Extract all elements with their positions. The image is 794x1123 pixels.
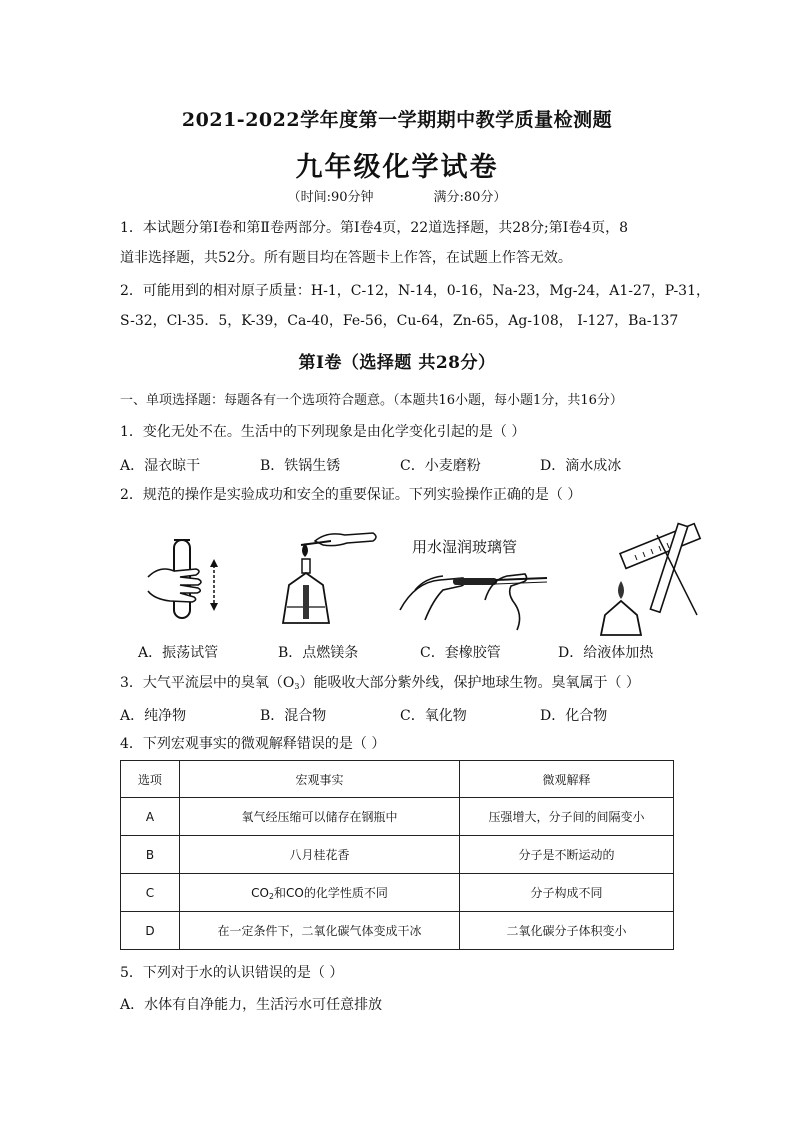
q5-option-a: A．水体有自净能力，生活污水可任意排放 (120, 997, 383, 1013)
q3-stem-sub: 3 (294, 682, 300, 691)
heating-liquid-figure (595, 515, 710, 640)
row-explain: 分子构成不同 (460, 874, 674, 912)
instruction-line-1: 1．本试题分第Ⅰ卷和第Ⅱ卷两部分。第Ⅰ卷4页，22道选择题，共28分;第Ⅰ卷4页，8 (120, 220, 629, 236)
exam-title: 2021-2022学年度第一学期期中教学质量检测题 (181, 109, 613, 131)
instruction-line-4: S-32，Cl-35．5，K-39，Ca-40，Fe-56，Cu-64，Zn-65，Ag-108， I-127，Ba-137 (120, 313, 679, 329)
part-heading: 一、单项选择题：每题各有一个选项符合题意。（本题共16小题，每小题1分，共16分） (120, 393, 623, 408)
q3-option-d: D．化合物 (540, 708, 608, 724)
figure-c-note: 用水湿润玻璃管 (412, 538, 518, 556)
row-fact-sub: 2 (268, 892, 275, 901)
q1-option-c: C．小麦磨粉 (400, 458, 481, 474)
section-title: 第Ⅰ卷（选择题 共28分） (298, 353, 496, 373)
exam-time: （时间:90分钟 (287, 190, 374, 205)
q3-stem-post: ）能吸收大部分紫外线，保护地球生物。臭氧属于（ ） (299, 675, 640, 691)
row-fact: 在一定条件下，二氧化碳气体变成干冰 (179, 912, 459, 950)
row-option: C (121, 874, 180, 912)
row-fact: 氧气经压缩可以储存在钢瓶中 (179, 798, 459, 836)
question-5-stem: 5．下列对于水的认识错误的是（ ） (120, 965, 344, 981)
q2-option-c: C．套橡胶管 (420, 645, 501, 661)
row-fact-post: 和CO的化学性质不同 (274, 886, 388, 900)
q1-option-a: A．湿衣晾干 (120, 458, 201, 474)
table-row (121, 874, 674, 912)
q2-option-b: B．点燃镁条 (278, 645, 359, 661)
table-row (121, 912, 674, 950)
table-header-explain: 微观解释 (460, 761, 674, 798)
exam-meta (0, 186, 794, 205)
row-option: D (121, 912, 180, 950)
row-explain: 分子是不断运动的 (460, 836, 674, 874)
instruction-line-3: 2．可能用到的相对原子质量：H-1，C-12，N-14，0-16，Na-23，Mg-24，A1-27，P-31， (120, 283, 711, 299)
table-header-row (121, 761, 674, 798)
exam-score: 满分:80分） (433, 190, 507, 205)
q3-option-a: A．纯净物 (120, 708, 187, 724)
row-fact (179, 874, 459, 912)
q3-option-b: B．混合物 (260, 708, 327, 724)
question-4-stem: 4．下列宏观事实的微观解释错误的是（ ） (120, 736, 386, 752)
question-1-stem: 1．变化无处不在。生活中的下列现象是由化学变化引起的是（ ） (120, 424, 526, 440)
table-header-fact: 宏观事实 (179, 761, 459, 798)
table-row (121, 798, 674, 836)
subject-title: 九年级化学试卷 (295, 152, 499, 183)
shaking-test-tube-figure (140, 535, 230, 630)
question-3-stem (120, 673, 640, 697)
row-fact: 八月桂花香 (179, 836, 459, 874)
table-header-option: 选项 (121, 761, 180, 798)
q3-stem-pre: 3．大气平流层中的臭氧（O (120, 675, 295, 691)
q4-table (120, 760, 674, 950)
instruction-line-2: 道非选择题，共52分。所有题目均在答题卡上作答，在试题上作答无效。 (120, 250, 572, 266)
table-row (121, 836, 674, 874)
row-explain: 压强增大，分子间的间隔变小 (460, 798, 674, 836)
question-2-stem: 2．规范的操作是实验成功和安全的重要保证。下列实验操作正确的是（ ） (120, 487, 582, 503)
q2-option-d: D．给液体加热 (558, 645, 654, 661)
row-option: B (121, 836, 180, 874)
burning-magnesium-figure (275, 525, 385, 635)
row-fact-pre: CO (251, 886, 269, 900)
q1-option-b: B．铁锅生锈 (260, 458, 341, 474)
row-explain: 二氧化碳分子体积变小 (460, 912, 674, 950)
q3-option-c: C．氧化物 (400, 708, 467, 724)
q2-option-a: A．振荡试管 (138, 645, 219, 661)
row-option: A (121, 798, 180, 836)
q1-option-d: D．滴水成冰 (540, 458, 622, 474)
rubber-tube-figure (395, 560, 555, 635)
